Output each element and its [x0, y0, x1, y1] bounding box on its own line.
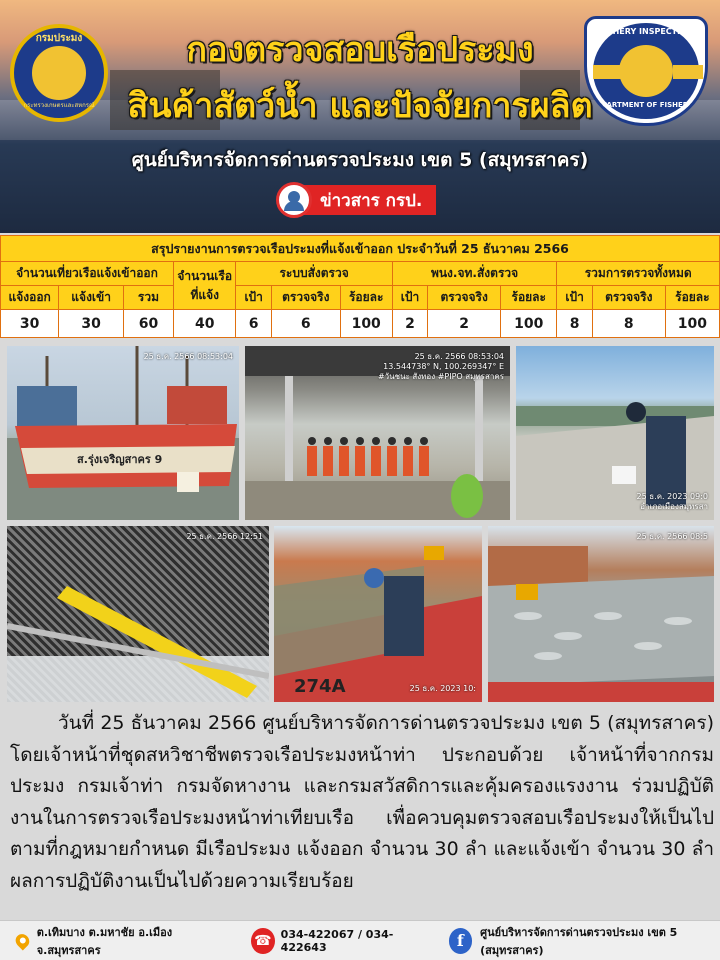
value-system-actual: 6: [271, 310, 340, 338]
value-in: 30: [59, 310, 124, 338]
fishery-inspection-badge: FISHERY INSPECTION DEPARTMENT OF FISHERIES: [584, 16, 708, 126]
photo-officer-inspecting-net: 274A 25 ธ.ค. 2023 10:: [274, 526, 482, 702]
subheader-percent: ร้อยละ: [665, 286, 719, 310]
header-banner: [0, 0, 720, 233]
subheader-percent: ร้อยละ: [340, 286, 392, 310]
value-total-percent: 100: [665, 310, 719, 338]
header-officer: พนง.จท.สั่งตรวจ: [392, 262, 557, 286]
subheader-target: เป้า: [392, 286, 427, 310]
header-boats: จำนวนเรือที่แจ้ง: [173, 262, 236, 310]
officer-avatar-icon: [276, 182, 312, 218]
value-out: 30: [1, 310, 59, 338]
header-total: รวมการตรวจทั้งหมด: [557, 262, 720, 286]
subheader-out: แจ้งออก: [1, 286, 59, 310]
phone-icon: ☎: [251, 928, 275, 954]
footer-address: ต.เทิมบาง ต.มหาชัย อ.เมือง จ.สมุทรสาคร: [36, 925, 173, 957]
subtitle-center-name: ศูนย์บริหารจัดการด่านตรวจประมง เขต 5 (สมุทรสาคร): [131, 149, 589, 171]
facebook-icon: f: [449, 928, 473, 954]
photo-fishing-net-measure: 25 ธ.ค. 2566 12:51: [7, 526, 269, 702]
subheader-target: เป้า: [557, 286, 592, 310]
header-system: ระบบสั่งตรวจ: [236, 262, 392, 286]
footer-contact-bar: [0, 920, 720, 960]
inspection-summary-table: [0, 235, 720, 338]
subheader-actual: ตรวจจริง: [271, 286, 340, 310]
value-officer-percent: 100: [501, 310, 557, 338]
header-trips: จำนวนเที่ยวเรือแจ้งเข้าออก: [1, 262, 174, 286]
footer-facebook-page[interactable]: ศูนย์บริหารจัดการด่านตรวจประมง เขต 5 (สมุทรสาคร): [480, 925, 678, 957]
photo-team-group: 25 ธ.ค. 2566 08:53:04 13.544738° N, 100.269347° E #วันชนะ สังทอง #PIPO สมุทรสาคร: [245, 346, 510, 520]
value-sum: 60: [123, 310, 173, 338]
title-line-1: กองตรวจสอบเรือประมง: [186, 30, 534, 70]
subheader-sum: รวม: [123, 286, 173, 310]
news-label: ข่าวสาร กรป.: [304, 185, 436, 215]
subheader-actual: ตรวจจริง: [592, 286, 665, 310]
subheader-in: แจ้งเข้า: [59, 286, 124, 310]
value-officer-target: 2: [392, 310, 427, 338]
photo-fish-catch: 25 ธ.ค. 2566 08:5: [488, 526, 714, 702]
footer-phone[interactable]: 034-422067 / 034-422643: [280, 927, 394, 954]
title-line-2: สินค้าสัตว์น้ำ และปัจจัยการผลิต: [127, 86, 593, 126]
value-total-actual: 8: [592, 310, 665, 338]
photo-fishing-boat: 25 ธ.ค. 2566 08:53:04 ส.รุ่งเจริญสาคร 9: [7, 346, 239, 520]
news-badge: [276, 182, 436, 218]
department-of-fisheries-logo: กรมประมง กระทรวงเกษตรและสหกรณ์: [10, 24, 108, 122]
table-caption: สรุปรายงานการตรวจเรือประมงที่แจ้งเข้าออก ประจำวันที่ 25 ธันวาคม 2566: [1, 236, 720, 262]
subheader-actual: ตรวจจริง: [428, 286, 501, 310]
news-paragraph: วันที่ 25 ธันวาคม 2566 ศูนย์บริหารจัดการด่านตรวจประมง เขต 5 (สมุทรสาคร) โดยเจ้าหน้าที่ชุดสหวิชาชีพตรวจเรือประมงหน้าท่า ประกอบด้วย เจ้าหน้าที่จากกรมประมง กรมเจ้าท่า กรมจัดหางาน และกรมสวัสดิการและคุ้มครองแรงงาน ร่วมปฏิบัติงานในการตรวจเรือประมงหน้าท่าเทียบเรือ เพื่อควบคุมตรวจสอบเรือประมงให้เป็นไปตามที่กฎหมายกำหนด มีเรือประมง แจ้งออก จำนวน 30 ลำ และแจ้งเข้า จำนวน 30 ลำ ผลการปฏิบัติงานเป็นไปด้วยความเรียบร้อย: [10, 712, 714, 892]
hull-number-text: 274A: [294, 676, 346, 697]
subheader-target: เป้า: [236, 286, 271, 310]
value-boats: 40: [173, 310, 236, 338]
boat-name-text: ส.รุ่งเจริญสาคร 9: [77, 453, 163, 466]
value-system-percent: 100: [340, 310, 392, 338]
value-officer-actual: 2: [428, 310, 501, 338]
photo-officer-writing: 25 ธ.ค. 2023 09:0 อำเภอเมืองสมุทรสา: [516, 346, 714, 520]
subheader-percent: ร้อยละ: [501, 286, 557, 310]
value-total-target: 8: [557, 310, 592, 338]
value-system-target: 6: [236, 310, 271, 338]
location-pin-icon: [13, 931, 32, 950]
